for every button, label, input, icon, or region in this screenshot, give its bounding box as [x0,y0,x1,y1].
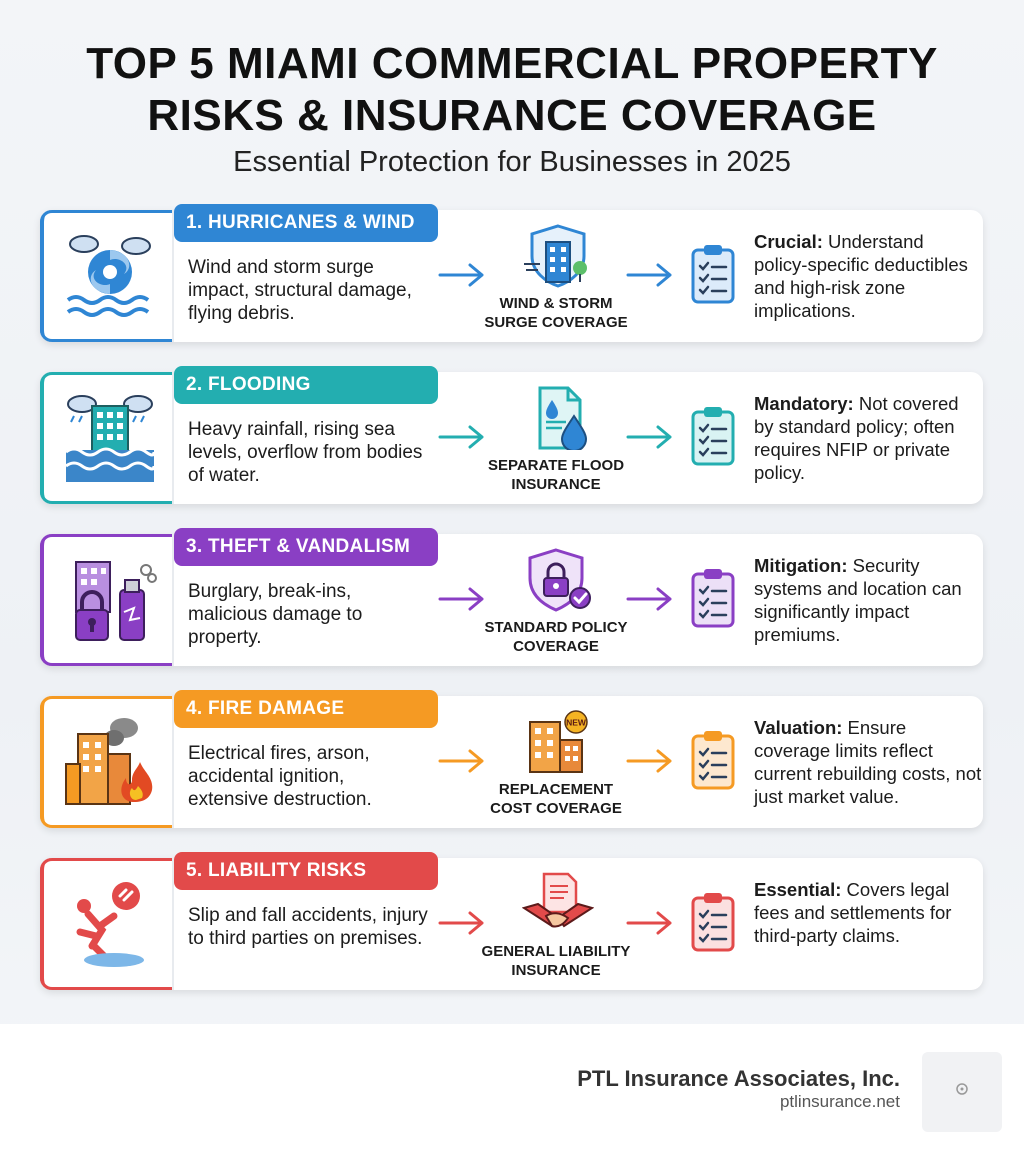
arrow-right-icon [626,586,674,612]
risk-description: Heavy rainfall, rising sea levels, overflow from bodies of water. [188,419,423,486]
risk-card-liability [40,858,983,990]
company-website: ptlinsurance.net [779,1092,900,1111]
clipboard-checklist-icon [690,730,736,790]
risk-badge: 2. FLOODING [174,366,438,404]
risk-card-theft [40,534,983,666]
risk-description: Electrical fires, arson, accidental ignition, extensive destruction. [188,743,372,810]
arrow-right-icon [626,262,674,288]
risk-note: Valuation: Ensure coverage limits reflect current rebuilding costs, not just market value. [754,717,982,807]
flood-document-icon [522,386,594,450]
company-logo [922,1052,1002,1132]
risk-note: Mandatory: Not covered by standard policy; often requires NFIP or private policy. [754,393,959,483]
padlock-spraycan-icon [62,552,158,648]
title-line-1: TOP 5 MIAMI COMMERCIAL PROPERTY [86,39,938,88]
flooded-building-icon [62,390,158,486]
hurricane-icon [62,228,158,324]
page-subtitle: Essential Protection for Businesses in 2025 [233,146,791,178]
arrow-right-icon [438,262,486,288]
coverage-label: STANDARD POLICY COVERAGE [484,619,628,655]
handshake-contract-icon [522,872,594,936]
building-shield-icon [522,224,594,288]
risk-badge: 5. LIABILITY RISKS [174,852,438,890]
risk-note: Mitigation: Security systems and location can significantly impact premiums. [754,555,962,645]
arrow-right-icon [626,910,674,936]
svg-text:NEW: NEW [566,717,586,728]
lock-shield-icon [522,548,594,612]
risk-card-hurricanes [40,210,983,342]
risk-badge: 3. THEFT & VANDALISM [174,528,438,566]
coverage-label: SEPARATE FLOOD INSURANCE [487,457,625,493]
clipboard-checklist-icon [690,568,736,628]
clipboard-checklist-icon [690,892,736,952]
arrow-right-icon [438,586,486,612]
coverage-label: WIND & STORM SURGE COVERAGE [484,295,628,331]
company-name: PTL Insurance Associates, Inc. [577,1066,900,1091]
new-building-icon [522,710,594,774]
title-line-2: RISKS & INSURANCE COVERAGE [147,91,877,140]
logo-mark-icon [922,1052,1002,1132]
page-title [0,38,1024,142]
risk-description: Burglary, break-ins, malicious damage to property. [188,581,363,648]
risk-note: Essential: Covers legal fees and settlements for third-party claims. [754,879,952,946]
arrow-right-icon [438,748,486,774]
risk-badge: 1. HURRICANES & WIND [174,204,438,242]
risk-note: Crucial: Understand policy-specific deductibles and high-risk zone implications. [754,231,968,321]
clipboard-checklist-icon [690,244,736,304]
risk-badge: 4. FIRE DAMAGE [174,690,438,728]
arrow-right-icon [438,910,486,936]
risk-description: Wind and storm surge impact, structural damage, flying debris. [188,257,412,324]
burning-building-icon [62,714,158,810]
risk-card-fire [40,696,983,828]
coverage-label: REPLACEMENT COST COVERAGE [490,781,622,817]
risk-description: Slip and fall accidents, injury to third parties on premises. [188,905,428,949]
arrow-right-icon [626,424,674,450]
arrow-right-icon [626,748,674,774]
clipboard-checklist-icon [690,406,736,466]
arrow-right-icon [438,424,486,450]
risk-card-flooding [40,372,983,504]
coverage-label: GENERAL LIABILITY INSURANCE [481,943,631,979]
slip-fall-icon [62,876,158,972]
